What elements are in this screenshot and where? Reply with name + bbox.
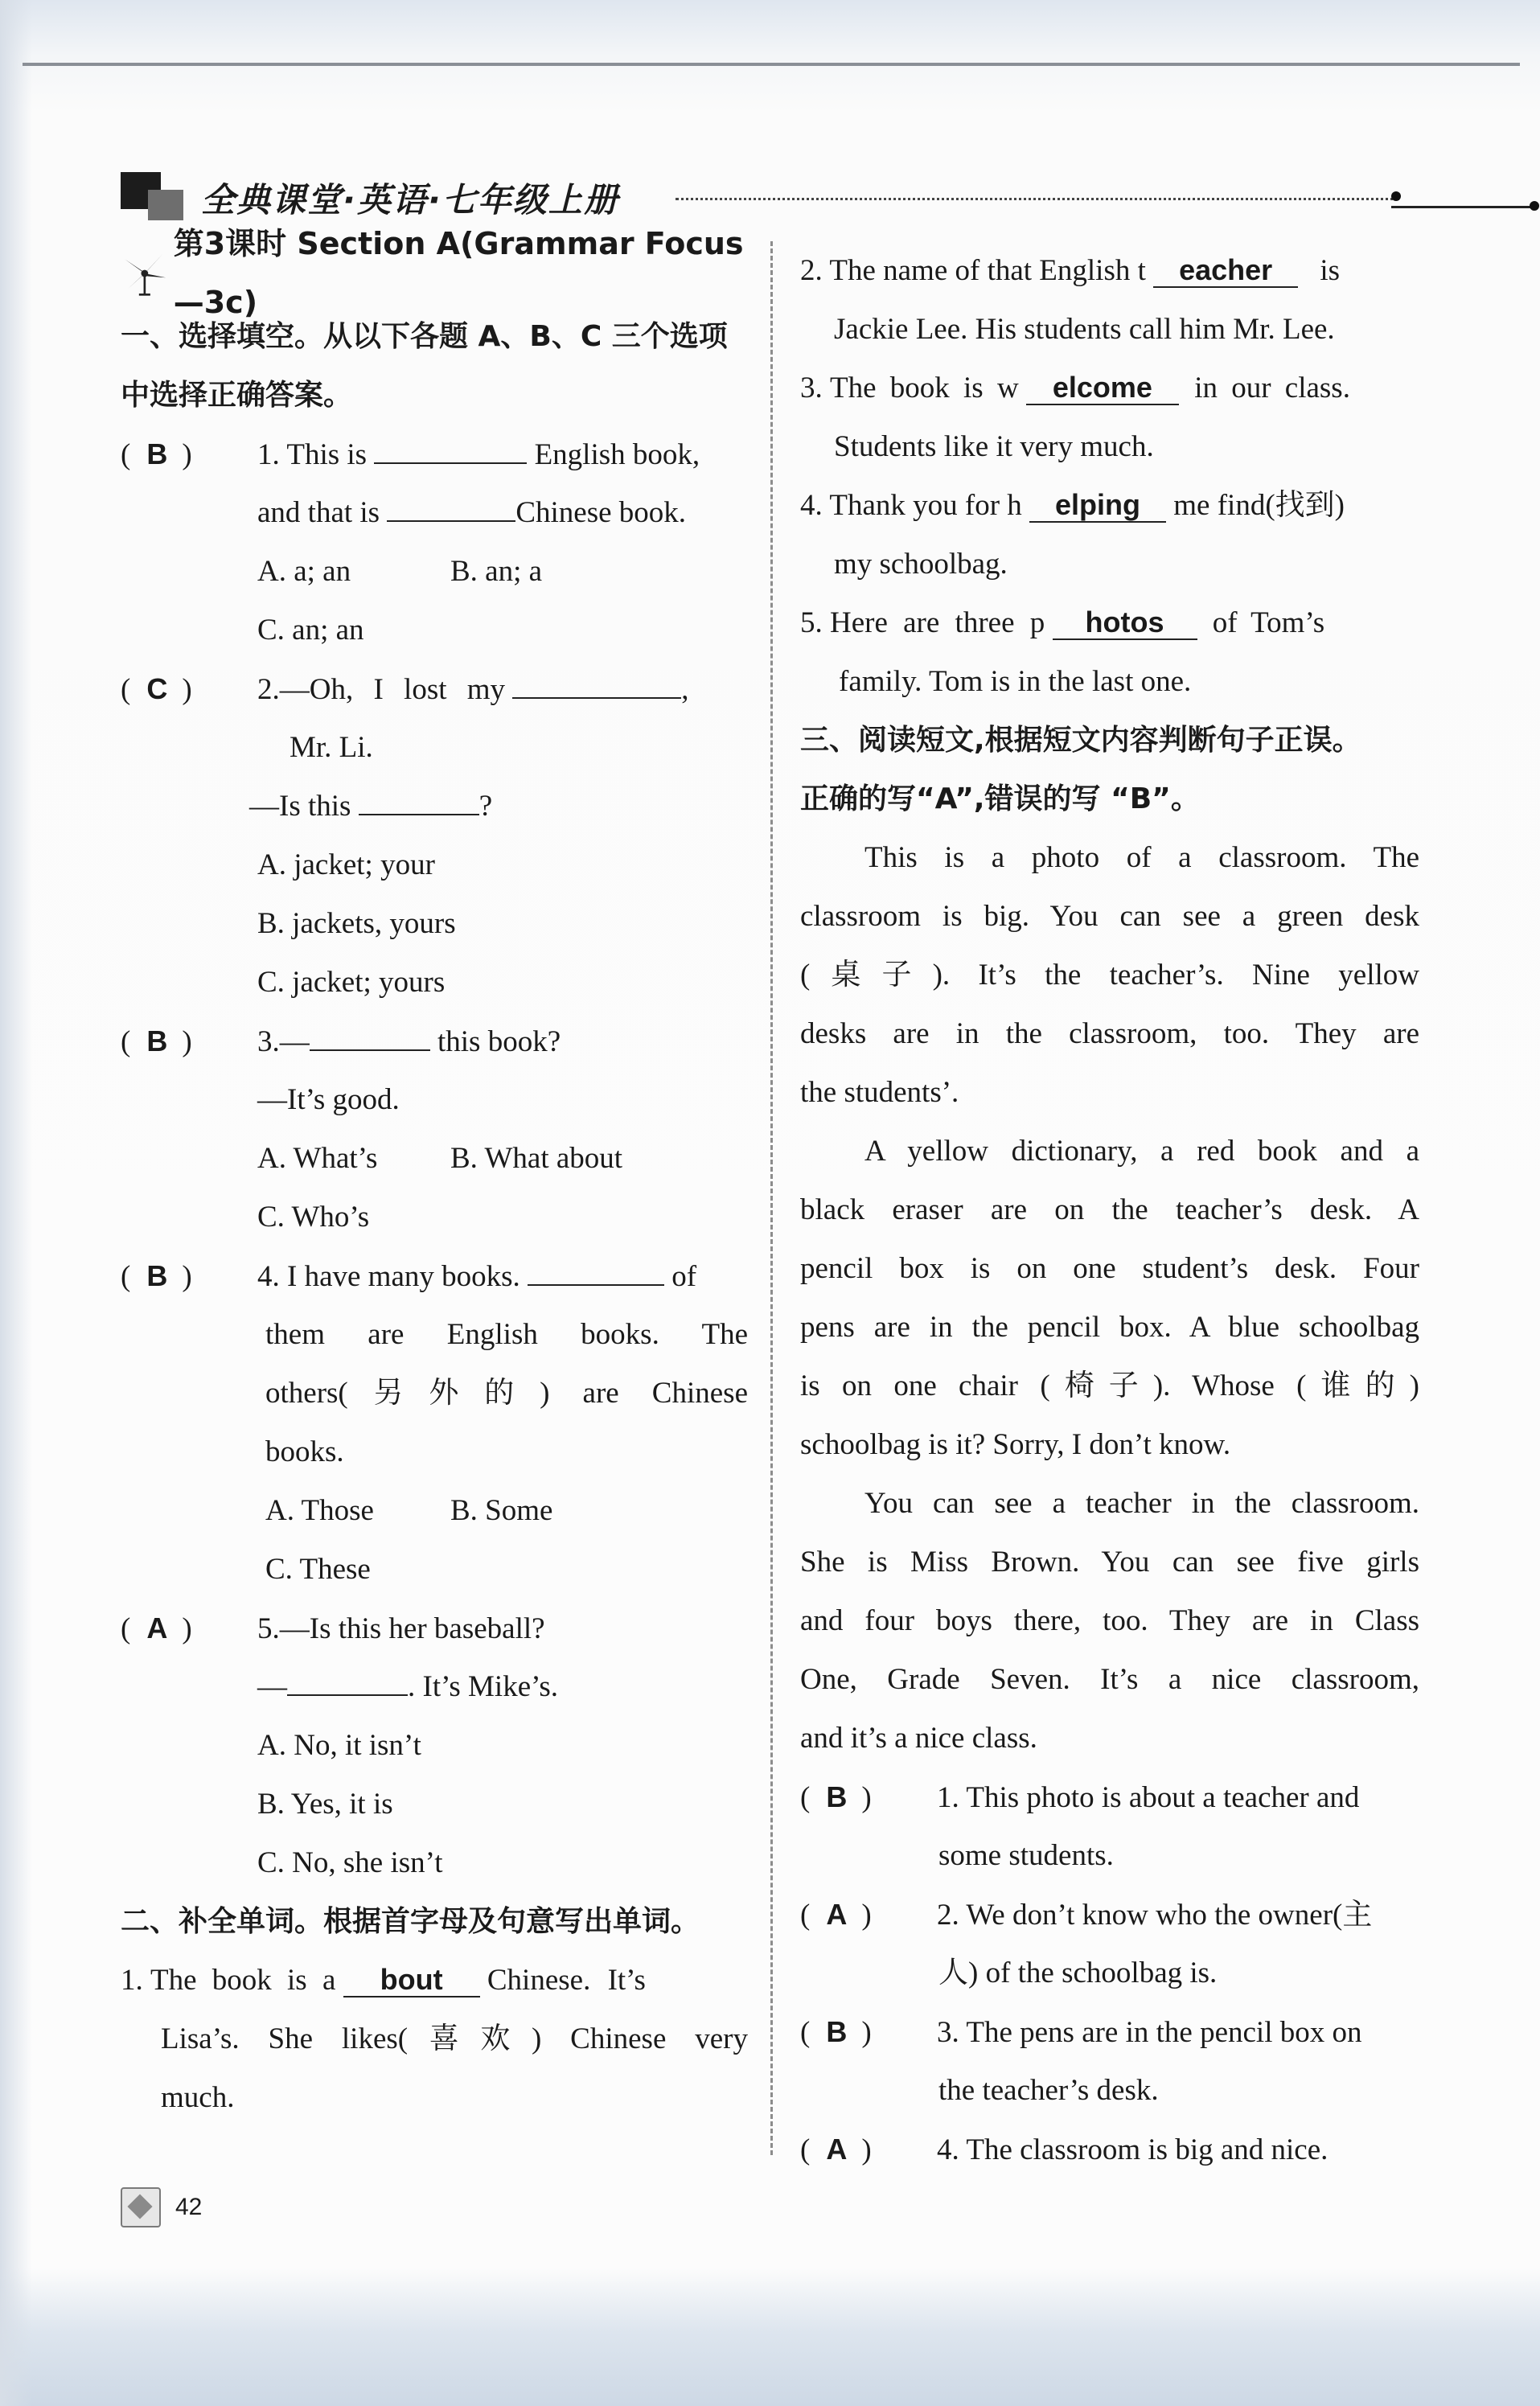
question-text: this book? bbox=[437, 1025, 561, 1058]
statement-1 bbox=[800, 1768, 1419, 1826]
question-text: —Is this her baseball? bbox=[279, 1612, 545, 1645]
question-text: We don’t know who the owner(主 bbox=[966, 1899, 1373, 1932]
question-number: 3. bbox=[937, 2016, 959, 2049]
question-text: much. bbox=[161, 2081, 235, 2114]
question-number: 2. bbox=[800, 254, 823, 287]
header-dot bbox=[1391, 191, 1401, 201]
option-b: B. jackets, yours bbox=[257, 907, 456, 940]
answer-mark: B bbox=[146, 1259, 168, 1292]
question-number: 4. bbox=[800, 489, 823, 522]
answer-paren: ( B ) bbox=[121, 1024, 192, 1058]
answer-blank bbox=[310, 1022, 430, 1051]
page-number: 42 bbox=[175, 2194, 203, 2220]
word-2 bbox=[800, 241, 1419, 300]
question-4-line-4 bbox=[121, 1423, 748, 1481]
option-b: B. Yes, it is bbox=[257, 1788, 393, 1821]
passage-line: (桌子). It’s the teacher’s. Nine yellow bbox=[800, 959, 1419, 992]
answer-blank bbox=[287, 1667, 408, 1696]
question-text: Lisa’s. She likes(喜欢) Chinese very bbox=[161, 2022, 748, 2055]
header-dotted-rule bbox=[676, 198, 1399, 200]
statement-2-line-2 bbox=[800, 1944, 1419, 2002]
filled-word: elcome bbox=[1026, 372, 1179, 405]
question-text: is bbox=[1320, 254, 1341, 287]
page-footer bbox=[121, 2183, 202, 2232]
statement-3 bbox=[800, 2002, 1419, 2061]
question-number: 4. bbox=[937, 2133, 959, 2166]
question-text: Students like it very much. bbox=[834, 430, 1154, 463]
question-1-options bbox=[121, 542, 748, 601]
question-text: of bbox=[671, 1260, 697, 1293]
option-c: C. an; an bbox=[257, 614, 364, 647]
question-text: Chinese. It’s bbox=[487, 1964, 646, 1997]
answer-paren: ( A ) bbox=[800, 2133, 872, 2166]
series-title: 全典课堂·英语·七年级上册 bbox=[201, 180, 619, 220]
part1-heading bbox=[121, 307, 748, 425]
word-2-line-2 bbox=[800, 300, 1419, 359]
header-dot bbox=[1530, 201, 1539, 211]
question-text: them are English books. The bbox=[265, 1318, 748, 1351]
filled-word: eacher bbox=[1153, 254, 1298, 288]
question-5-option-c bbox=[121, 1833, 748, 1892]
question-text: in our class. bbox=[1194, 372, 1350, 404]
question-4-line-2 bbox=[121, 1305, 748, 1364]
answer-paren: ( A ) bbox=[121, 1612, 192, 1645]
question-text: me find(找到) bbox=[1173, 489, 1345, 522]
passage-paragraph-1 bbox=[800, 828, 1419, 1122]
answer-paren: ( B ) bbox=[121, 1259, 192, 1293]
question-number: 3. bbox=[257, 1025, 280, 1058]
question-text: —It’s good. bbox=[257, 1083, 400, 1116]
answer-mark: A bbox=[146, 1612, 168, 1644]
question-text: my schoolbag. bbox=[834, 548, 1008, 581]
question-text: —Oh, I lost my bbox=[279, 673, 506, 706]
passage-line: classroom is big. You can see a green desk bbox=[800, 900, 1419, 933]
passage-line: schoolbag is it? Sorry, I don’t know. bbox=[800, 1428, 1231, 1461]
option-a: A. Those bbox=[265, 1494, 374, 1527]
answer-mark: B bbox=[826, 1780, 848, 1813]
question-text: — bbox=[257, 1670, 287, 1703]
answer-blank bbox=[512, 670, 681, 699]
question-5-line-2 bbox=[121, 1657, 748, 1716]
word-4 bbox=[800, 476, 1419, 535]
answer-mark: B bbox=[826, 2015, 848, 2048]
option-a: A. What’s bbox=[257, 1142, 378, 1175]
option-c: C. No, she isn’t bbox=[257, 1846, 443, 1879]
answer-paren: ( B ) bbox=[800, 2015, 872, 2049]
question-text: books. bbox=[265, 1435, 344, 1468]
answer-mark: B bbox=[146, 1024, 168, 1057]
word-3-line-2 bbox=[800, 417, 1419, 476]
word-1 bbox=[121, 1951, 748, 2010]
question-3-option-c bbox=[121, 1188, 748, 1246]
passage-line: desks are in the classroom, too. They are bbox=[800, 1017, 1419, 1050]
question-4 bbox=[121, 1246, 748, 1305]
question-text: Here are three p bbox=[830, 606, 1045, 639]
part2-heading: 二、补全单词。根据首字母及句意写出单词。 bbox=[121, 1905, 700, 1938]
part1-heading-line: 一、选择填空。从以下各题 A、B、C 三个选项 bbox=[121, 320, 728, 353]
word-1-line-2 bbox=[121, 2010, 748, 2068]
question-number: 2. bbox=[937, 1899, 959, 1932]
passage-line: This is a photo of a classroom. The bbox=[864, 841, 1419, 874]
answer-paren: ( B ) bbox=[800, 1780, 872, 1814]
question-text: — bbox=[279, 1025, 310, 1058]
question-text: —Is this bbox=[249, 790, 351, 823]
answer-mark: A bbox=[826, 1898, 848, 1931]
diamond-icon bbox=[121, 2187, 161, 2227]
question-number: 2. bbox=[257, 673, 280, 706]
question-text: The book is w bbox=[830, 372, 1019, 404]
option-a: A. No, it isn’t bbox=[257, 1729, 421, 1762]
question-1 bbox=[121, 425, 748, 483]
question-2-line-2 bbox=[121, 718, 748, 777]
filled-word: bout bbox=[343, 1964, 480, 1997]
series-logo-icon bbox=[121, 172, 188, 220]
question-2 bbox=[121, 659, 748, 718]
question-number: 1. bbox=[937, 1781, 959, 1814]
question-1-options bbox=[121, 601, 748, 659]
option-c: C. Who’s bbox=[257, 1201, 370, 1234]
question-2-option-b bbox=[121, 894, 748, 953]
question-5 bbox=[121, 1599, 748, 1657]
question-text: Thank you for h bbox=[829, 489, 1022, 522]
question-2-line-3 bbox=[121, 777, 748, 836]
question-text: The book is a bbox=[150, 1964, 336, 1997]
option-a: A. a; an bbox=[257, 555, 351, 588]
question-text: and that is bbox=[257, 496, 380, 529]
passage-line: A yellow dictionary, a red book and a bbox=[864, 1135, 1419, 1168]
passage-line: and it’s a nice class. bbox=[800, 1722, 1037, 1755]
passage-line: and four boys there, too. They are in Class bbox=[800, 1604, 1419, 1637]
question-number: 5. bbox=[257, 1612, 280, 1645]
question-text: English book, bbox=[534, 438, 700, 471]
passage-line: the students’. bbox=[800, 1076, 959, 1109]
option-b: B. an; a bbox=[450, 555, 543, 588]
answer-paren: ( A ) bbox=[800, 1898, 872, 1932]
answer-paren: ( C ) bbox=[121, 672, 192, 706]
passage-line: is on one chair (椅子). Whose (谁的) bbox=[800, 1369, 1419, 1402]
question-text: some students. bbox=[938, 1839, 1114, 1872]
question-text: 人) of the schoolbag is. bbox=[938, 1956, 1218, 1989]
question-text: I have many books. bbox=[287, 1260, 520, 1293]
question-2-option-c bbox=[121, 953, 748, 1012]
page-edge-shadow bbox=[0, 0, 32, 2406]
answer-mark: C bbox=[146, 672, 168, 705]
passage-line: You can see a teacher in the classroom. bbox=[864, 1487, 1419, 1520]
statement-4 bbox=[800, 2120, 1419, 2178]
question-text: family. Tom is in the last one. bbox=[839, 665, 1192, 698]
question-3-options bbox=[121, 1129, 748, 1188]
question-text: Chinese book. bbox=[515, 496, 687, 529]
option-c: C. These bbox=[265, 1553, 371, 1586]
flower-icon bbox=[121, 246, 169, 301]
question-number: 5. bbox=[800, 606, 823, 639]
header-solid-rule bbox=[1391, 206, 1536, 208]
option-b: B. What about bbox=[450, 1142, 623, 1175]
part1-heading-line: 中选择正确答案。 bbox=[121, 379, 353, 412]
left-column bbox=[121, 226, 748, 2127]
answer-paren: ( B ) bbox=[121, 437, 192, 471]
lesson-title bbox=[121, 226, 748, 320]
question-number: 1. bbox=[121, 1964, 143, 1997]
question-text: Mr. Li. bbox=[290, 731, 373, 764]
part3-heading bbox=[800, 711, 1419, 828]
question-1-line-2 bbox=[121, 483, 748, 542]
question-text: The classroom is big and nice. bbox=[966, 2133, 1329, 2166]
question-text: of Tom’s bbox=[1212, 606, 1325, 639]
filled-word: hotos bbox=[1053, 606, 1197, 640]
word-5-line-2 bbox=[800, 652, 1419, 711]
statement-3-line-2 bbox=[800, 2061, 1419, 2120]
question-text: the teacher’s desk. bbox=[938, 2074, 1159, 2107]
passage-line: pens are in the pencil box. A blue schoolbag bbox=[800, 1311, 1419, 1344]
passage-line: She is Miss Brown. You can see five girls bbox=[800, 1546, 1419, 1579]
question-number: 1. bbox=[257, 438, 280, 471]
question-text: The name of that English t bbox=[829, 254, 1146, 287]
answer-blank bbox=[374, 435, 527, 464]
question-text: This is bbox=[286, 438, 368, 471]
column-divider bbox=[770, 241, 773, 2155]
word-4-line-2 bbox=[800, 535, 1419, 593]
word-5 bbox=[800, 593, 1419, 652]
question-text: others(另外的) are Chinese bbox=[265, 1377, 748, 1410]
question-4-options bbox=[121, 1481, 748, 1540]
statement-2 bbox=[800, 1885, 1419, 1944]
question-5-option-b bbox=[121, 1775, 748, 1833]
question-4-line-3 bbox=[121, 1364, 748, 1423]
word-3 bbox=[800, 359, 1419, 417]
passage-line: black eraser are on the teacher’s desk. A bbox=[800, 1193, 1419, 1226]
statement-1-line-2 bbox=[800, 1826, 1419, 1885]
question-text: This photo is about a teacher and bbox=[966, 1781, 1360, 1814]
top-rule bbox=[23, 63, 1520, 66]
right-column bbox=[800, 241, 1419, 2178]
word-1-line-3 bbox=[121, 2068, 748, 2127]
question-2-option-a bbox=[121, 836, 748, 894]
question-text: ? bbox=[478, 790, 493, 823]
question-3-line-2 bbox=[121, 1070, 748, 1129]
passage-line: pencil box is on one student’s desk. Four bbox=[800, 1252, 1419, 1285]
question-number: 4. bbox=[257, 1260, 280, 1293]
option-c: C. jacket; yours bbox=[257, 966, 446, 999]
part3-heading-line: 三、阅读短文,根据短文内容判断句子正误。 bbox=[800, 724, 1361, 757]
question-text: Jackie Lee. His students call him Mr. Lee. bbox=[834, 313, 1335, 346]
passage-paragraph-2 bbox=[800, 1122, 1419, 1474]
option-b: B. Some bbox=[450, 1494, 553, 1527]
question-number: 3. bbox=[800, 372, 823, 404]
question-3 bbox=[121, 1012, 748, 1070]
passage-line: One, Grade Seven. It’s a nice classroom, bbox=[800, 1663, 1419, 1696]
question-text: , bbox=[681, 673, 689, 706]
question-5-option-a bbox=[121, 1716, 748, 1775]
part3-heading-line: 正确的写“A”,错误的写 “B”。 bbox=[800, 782, 1200, 815]
passage-paragraph-3 bbox=[800, 1474, 1419, 1768]
answer-mark: B bbox=[146, 437, 168, 470]
filled-word: elping bbox=[1029, 489, 1166, 523]
answer-blank bbox=[528, 1257, 664, 1286]
option-a: A. jacket; your bbox=[257, 848, 435, 881]
answer-mark: A bbox=[826, 2133, 848, 2166]
question-4-option-c bbox=[121, 1540, 748, 1599]
answer-blank bbox=[387, 493, 515, 522]
question-text: The pens are in the pencil box on bbox=[966, 2016, 1362, 2049]
question-text: . It’s Mike’s. bbox=[408, 1670, 559, 1703]
answer-blank bbox=[359, 786, 479, 815]
lesson-title-text: 第3课时 Section A(Grammar Focus—3c) bbox=[173, 226, 744, 320]
